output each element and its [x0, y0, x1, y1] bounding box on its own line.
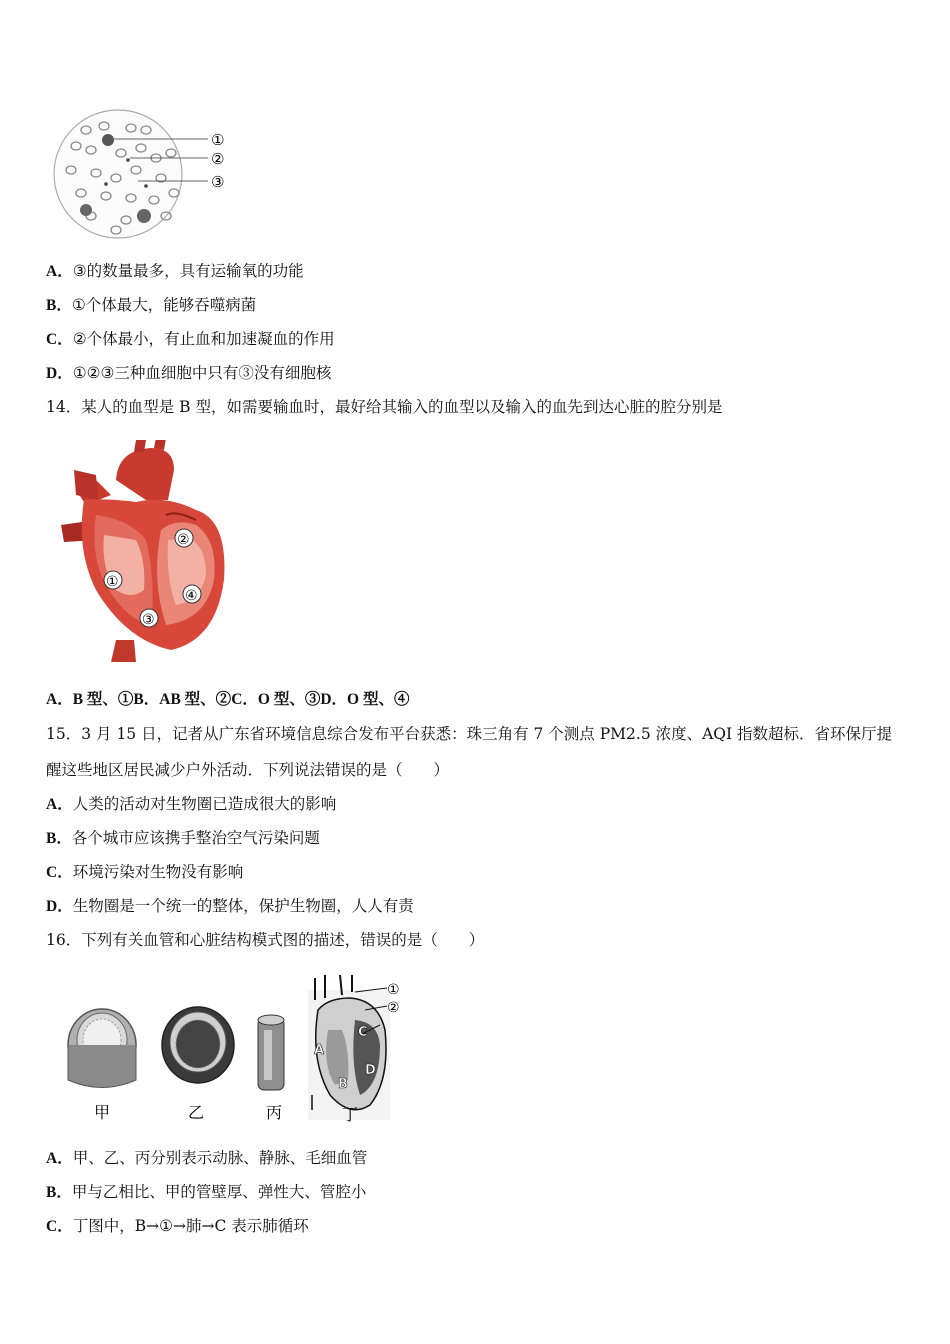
label-jia: 甲: [94, 1103, 111, 1122]
heart-label-3: ③: [142, 612, 155, 628]
q15-option-d: D．生物圈是一个统一的整体，保护生物圈，人人有责: [46, 897, 414, 915]
capillary-figure: [258, 1015, 284, 1090]
q14-option-b: B．AB 型、②: [133, 691, 232, 708]
q16-option-a: A．甲、乙、丙分别表示动脉、静脉、毛细血管: [46, 1149, 368, 1167]
q13-option-d: D．①②③三种血细胞中只有③没有细胞核: [46, 364, 332, 382]
q15-option-c: C．环境污染对生物没有影响: [46, 863, 244, 881]
diagram-label-d: D: [365, 1063, 376, 1078]
artery-figure: [68, 1009, 136, 1088]
heart-diagram: [308, 975, 400, 1120]
diagram-label-b: B: [338, 1077, 348, 1092]
q16-option-c: C．丁图中，B→①→肺→C 表示肺循环: [46, 1217, 309, 1235]
q14-option-a: A．B 型、①: [46, 691, 134, 708]
q14-option-c: C．O 型、③: [231, 691, 321, 708]
heart-label-2: ②: [177, 532, 190, 548]
q14-options-row: [46, 689, 409, 710]
vessels-heart-figure: [60, 970, 420, 1130]
smear-label-1: ①: [211, 131, 225, 149]
diagram-label-circle-2: ②: [387, 1000, 400, 1016]
smear-label-3: ③: [211, 173, 225, 191]
q15-stem-line1: 15．3 月 15 日，记者从广东省环境信息综合发布平台获悉：珠三角有 7 个测点 PM2.5 浓度、AQI 指数超标．省环保厅提: [46, 725, 893, 743]
diagram-label-a: A: [314, 1043, 325, 1058]
label-ding: 丁: [342, 1105, 359, 1124]
diagram-label-circle-1: ①: [387, 982, 400, 998]
q14-stem: 14．某人的血型是 B 型，如需要输血时，最好给其输入的血型以及输入的血先到达心脏的腔分别是: [46, 398, 723, 416]
label-bing: 丙: [266, 1103, 283, 1122]
heart-label-1: ①: [106, 574, 119, 590]
smear-label-2: ②: [211, 150, 225, 168]
diagram-label-c: C: [358, 1025, 368, 1040]
q16-stem: 16．下列有关血管和心脏结构模式图的描述，错误的是（ ）: [46, 931, 485, 949]
heart-figure: [56, 440, 236, 665]
q15-option-b: B．各个城市应该携手整治空气污染问题: [46, 829, 320, 847]
blood-smear-figure: [46, 108, 246, 243]
q13-option-a: A．③的数量最多，具有运输氧的功能: [46, 262, 304, 280]
q13-option-c: C．②个体最小，有止血和加速凝血的作用: [46, 330, 335, 348]
vein-figure: [162, 1007, 234, 1083]
q15-stem-line2: 醒这些地区居民减少户外活动．下列说法错误的是（ ）: [46, 761, 450, 779]
heart-label-4: ④: [185, 588, 198, 604]
q15-option-a: A．人类的活动对生物圈已造成很大的影响: [46, 795, 337, 813]
q14-option-d: D．O 型、④: [320, 691, 410, 708]
q16-option-b: B．甲与乙相比、甲的管壁厚、弹性大、管腔小: [46, 1183, 367, 1201]
label-yi: 乙: [188, 1103, 205, 1122]
q13-option-b: B．①个体最大，能够吞噬病菌: [46, 296, 257, 314]
